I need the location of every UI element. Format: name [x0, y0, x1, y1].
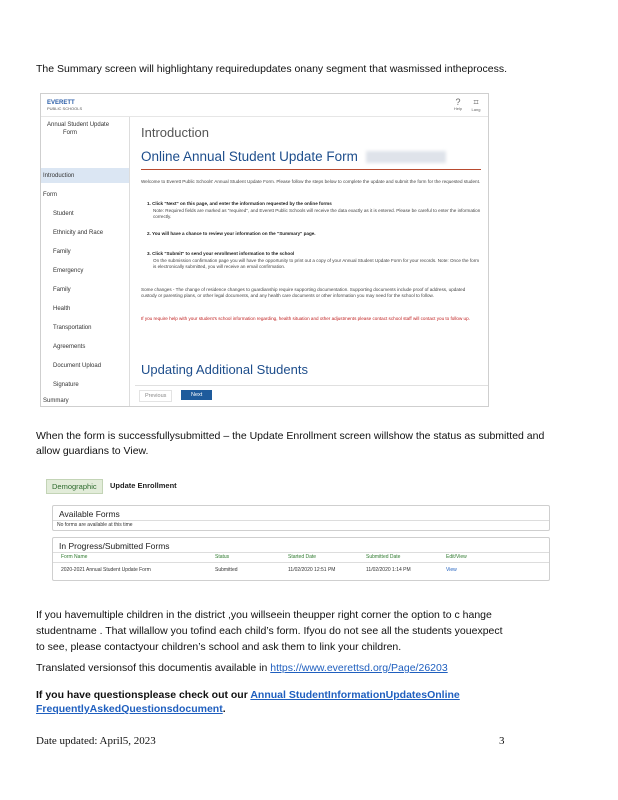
column-form-name: Form Name — [61, 554, 88, 560]
date-updated: Date updated: April5, 2023 — [36, 735, 156, 747]
sidebar-item-ethnicity[interactable]: Ethnicity and Race — [53, 230, 104, 236]
multiple-line-2: studentname . That willallow you tofind each child’s form. Ifyou do not see all the students youexpect — [36, 625, 503, 637]
sidebar — [41, 117, 130, 406]
form-screenshot — [40, 93, 489, 407]
title-divider — [141, 169, 481, 170]
language-icon[interactable]: ⌗ Lang — [471, 97, 481, 112]
submitted-line-2: allow guardians to View. — [36, 445, 149, 457]
some-changes-text: Some changes - The change of residence changes to guardianship require supporting documentation. Supporting documents include proof of address, updated custody or parenting plans, or other legal documents, and any health care documents or other information you may need for the school to follow. — [141, 287, 466, 298]
available-empty-message: No forms are available at this time — [57, 522, 133, 528]
logo-line1: EVERETT — [47, 100, 75, 106]
sidebar-item-summary[interactable]: Summary — [43, 398, 69, 404]
welcome-text: Welcome to Everett Public Schools' Annual Student Update Form. Please follow the steps below to complete the update and submit the form for the requested student. — [141, 179, 481, 184]
available-forms-title: Available Forms — [59, 509, 120, 519]
sidebar-item-health[interactable]: Health — [53, 306, 71, 312]
row-form-name: 2020-2021 Annual Student Update Form — [61, 567, 151, 573]
sidebar-item-emergency[interactable]: Emergency — [53, 268, 84, 274]
step3-title: 3. Click "Submit" to send your enrollment information to the school — [147, 251, 295, 256]
step3-body: On the submission confirmation page you will have the opportunity to print out a copy of your Annual Student Update Form for your records. Note: Once the form is electronically submitted, you will receive an email confirmation. — [153, 258, 480, 269]
translated-link[interactable]: https://www.everettsd.org/Page/26203 — [270, 662, 448, 674]
faq-link-part-2[interactable]: FrequentlyAskedQuestionsdocument — [36, 703, 223, 715]
questions-suffix: . — [222, 703, 226, 715]
column-started-date: Started Date — [288, 554, 317, 560]
enrollment-screenshot — [40, 475, 548, 581]
row-started-date: 11/02/2020 12:51 PM — [288, 567, 336, 573]
divider — [53, 552, 549, 553]
in-progress-title: In Progress/Submitted Forms — [59, 541, 170, 551]
tab-update-enrollment[interactable]: Update Enrollment — [110, 481, 177, 490]
form-year-redacted — [366, 151, 446, 163]
faq-link-part-1[interactable]: Annual StudentInformationUpdatesOnline — [250, 689, 460, 701]
summary-paragraph: The Summary screen will highlightany requiredupdates onany segment that wasmissed intheprocess. — [36, 63, 507, 75]
row-status: Submitted — [215, 567, 238, 573]
sidebar-item-family-2[interactable]: Family — [53, 287, 71, 293]
translated-text: Translated versionsof this documentis available in — [36, 662, 271, 674]
column-edit-view: Edit/View — [446, 554, 467, 560]
multiple-line-1: If you havemultiple children in the district ,you willseein theupper right corner the option to c hange — [36, 609, 492, 621]
district-logo — [47, 100, 82, 112]
step2-title: 2. You will have a chance to review your information on the "Summary" page. — [147, 231, 316, 236]
column-status: Status — [215, 554, 230, 560]
updating-heading: Updating Additional Students — [141, 362, 308, 377]
sidebar-item-family[interactable]: Family — [53, 249, 71, 255]
in-progress-panel — [52, 537, 550, 581]
translated-paragraph — [36, 661, 448, 675]
column-submitted-date: Submitted Date — [366, 554, 401, 560]
introduction-heading: Introduction — [141, 125, 209, 140]
questions-line-2 — [36, 702, 226, 716]
sidebar-item-agreements[interactable]: Agreements — [53, 344, 86, 350]
available-forms-panel — [52, 505, 550, 531]
button-bar — [135, 385, 488, 407]
previous-button[interactable]: Previous — [139, 390, 172, 402]
step1-body: Note: Required fields are marked as "required", and Everett Public Schools will receive the data exactly as it is entered. Please be careful to enter the information correctly. — [153, 208, 481, 219]
submitted-line-1: When the form is successfullysubmitted – the Update Enrollment screen willshow the status as submitted and — [36, 430, 545, 442]
divider — [53, 562, 549, 563]
questions-line-1 — [36, 688, 460, 702]
form-main — [135, 117, 488, 406]
sidebar-heading: Annual Student Update — [47, 122, 110, 128]
sidebar-item-form[interactable]: Form — [43, 192, 57, 198]
sidebar-item-student[interactable]: Student — [53, 211, 74, 217]
help-icon[interactable]: ? Help — [453, 97, 463, 111]
view-link[interactable]: View — [446, 567, 457, 573]
row-submitted-date: 11/02/2020 1:14 PM — [366, 567, 411, 573]
sidebar-item-signature[interactable]: Signature — [53, 382, 79, 388]
sidebar-heading-2: Form — [63, 130, 77, 136]
sidebar-item-transportation[interactable]: Transportation — [53, 325, 92, 331]
help-note: If you require help with your student's school information regarding, health situation and other adjustments please contact school staff will contact you to follow up. — [141, 316, 470, 321]
page-number: 3 — [499, 735, 505, 747]
sidebar-item-introduction[interactable]: Introduction — [43, 173, 75, 179]
divider — [53, 520, 549, 521]
form-title-text: Online Annual Student Update Form — [141, 149, 358, 164]
form-title — [141, 149, 446, 164]
app-header — [41, 94, 488, 117]
logo-line2: PUBLIC SCHOOLS — [47, 106, 83, 111]
tab-demographic[interactable]: Demographic — [46, 479, 103, 494]
questions-text: If you have questionsplease check out our — [36, 689, 251, 701]
step1-title: 1. Click "Next" on this page, and enter the information requested by the online forms — [147, 201, 332, 206]
sidebar-item-document-upload[interactable]: Document Upload — [53, 363, 102, 369]
next-button[interactable]: Next — [181, 390, 212, 400]
multiple-line-3: to see, please contactyour children’s school and ask them to link your children. — [36, 641, 402, 653]
